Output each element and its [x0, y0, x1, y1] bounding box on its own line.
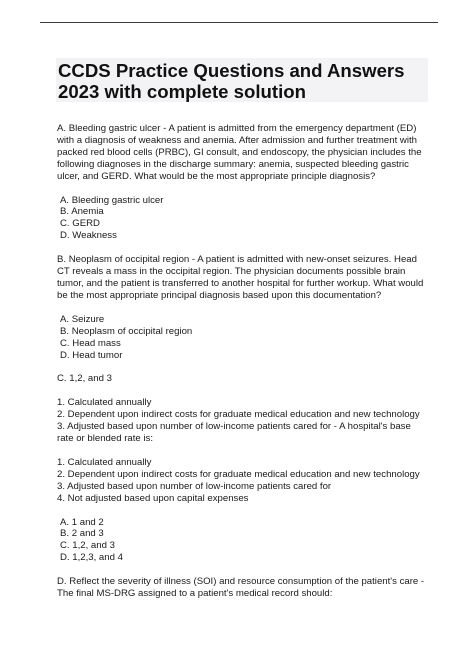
list-item: 3. Adjusted based upon number of low-income patients cared for	[57, 480, 332, 492]
option-item: A. Bleeding gastric ulcer	[60, 194, 164, 206]
question-4	[57, 576, 447, 600]
title-line: CCDS Practice Questions and Answers	[58, 60, 405, 81]
header-rule	[40, 22, 438, 23]
question-text-line: following diagnoses in the discharge summary: anemia, suspected bleeding gastric	[57, 158, 409, 170]
option-item: A. 1 and 2	[60, 516, 104, 528]
option-item: C. GERD	[60, 218, 100, 230]
question-text-line: 2. Dependent upon indirect costs for graduate medical education and new technology	[57, 409, 420, 421]
option-item: A. Seizure	[60, 313, 105, 325]
question-text-line: B. Neoplasm of occipital region - A patient is admitted with new-onset seizures. Head	[57, 254, 417, 266]
question-2	[57, 254, 447, 302]
question-text-line: be the most appropriate principal diagnosis based upon this documentation?	[57, 289, 382, 301]
question-text-line: ulcer, and GERD. What would be the most appropriate principle diagnosis?	[57, 170, 376, 182]
option-item: C. Head mass	[60, 337, 121, 349]
question-text-line: tumor, and the patient is transferred to another hospital for further workup. What would	[57, 277, 424, 289]
question-text-line: D. Reflect the severity of illness (SOI) and resource consumption of the patient's care -	[57, 576, 425, 588]
question-text-line: rate or blended rate is:	[57, 433, 153, 445]
option-item: B. Anemia	[60, 206, 104, 218]
question-text-line: A. Bleeding gastric ulcer - A patient is admitted from the emergency department (ED)	[57, 123, 417, 134]
question-text-line: 1. Calculated annually	[57, 397, 152, 409]
answer-line: C. 1,2, and 3	[57, 373, 112, 385]
question-3-list	[57, 457, 447, 505]
question-1	[57, 123, 447, 183]
question-text-line: packed red blood cells (PRBC), GI consult, and endoscopy, the physician includes the	[57, 146, 422, 158]
question-3-answer	[57, 373, 447, 385]
document-title	[58, 60, 438, 102]
option-item: D. Head tumor	[60, 349, 123, 361]
question-text-line: 3. Adjusted based upon number of low-income patients cared for - A hospital's base	[57, 421, 411, 433]
option-item: C. 1,2, and 3	[60, 540, 115, 552]
question-text-line: CT reveals a mass in the occipital region. The physician documents possible brain	[57, 266, 406, 278]
question-text-line: with a diagnosis of weakness and anemia. After admission and further treatment with	[57, 134, 417, 146]
option-item: D. Weakness	[60, 230, 117, 242]
question-text-line: The final MS-DRG assigned to a patient's medical record should:	[57, 588, 333, 600]
question-3	[57, 397, 447, 445]
document-body	[57, 123, 447, 612]
option-item: B. Neoplasm of occipital region	[60, 325, 193, 337]
question-1-options	[57, 195, 447, 243]
list-item: 2. Dependent upon indirect costs for graduate medical education and new technology	[57, 468, 420, 480]
list-item: 4. Not adjusted based upon capital expenses	[57, 492, 249, 504]
question-2-options	[57, 314, 447, 362]
title-line: 2023 with complete solution	[58, 81, 306, 102]
list-item: 1. Calculated annually	[57, 456, 152, 468]
option-item: D. 1,2,3, and 4	[60, 552, 123, 564]
option-item: B. 2 and 3	[60, 528, 104, 540]
question-3-options	[57, 517, 447, 565]
